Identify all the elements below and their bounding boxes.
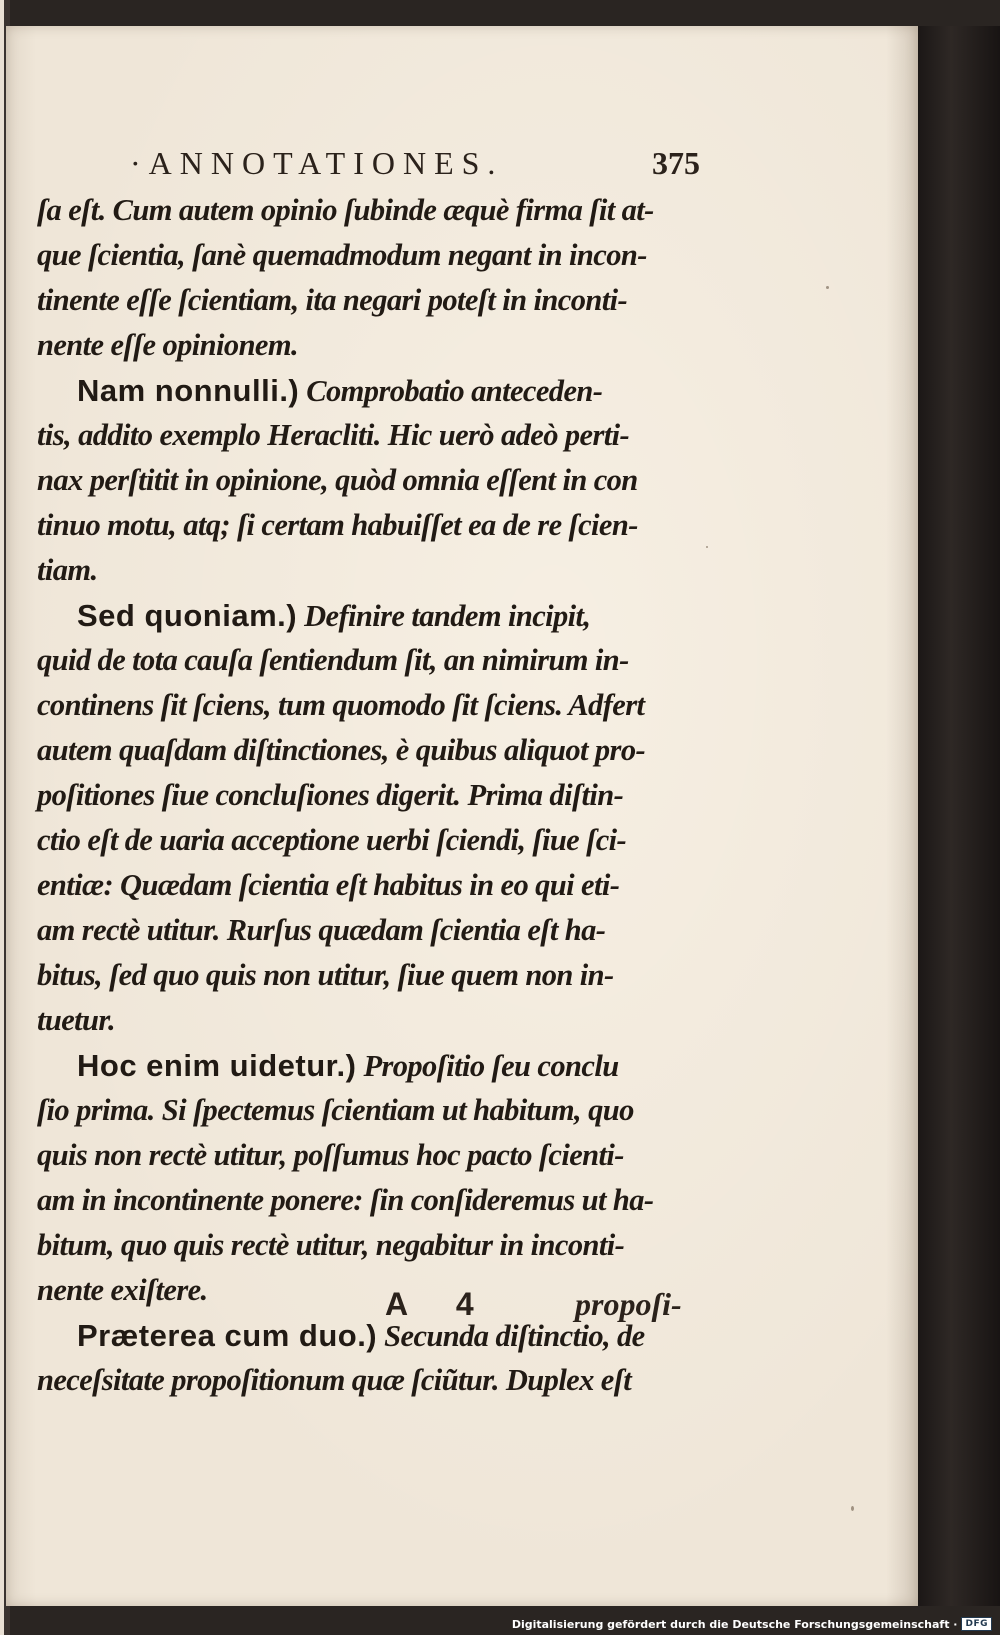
line-text: quis non rectè utitur, poſſumus hoc pacto ſcienti-	[37, 1138, 624, 1172]
line-text: bitus, ſed quo quis non utitur, ſiue quem non in-	[37, 958, 614, 992]
line-text: Definire tandem incipit,	[297, 599, 591, 633]
line-text: am rectè utitur. Rurſus quædam ſcientia eſt ha-	[37, 913, 606, 947]
running-head: ·ANNOTATIONES.	[130, 145, 504, 181]
line-text: que ſcientia, ſanè quemadmodum negant in incon-	[37, 238, 647, 272]
text-line	[37, 503, 702, 548]
text-line	[37, 368, 702, 413]
text-line	[37, 188, 702, 233]
text-line	[37, 323, 702, 368]
line-text: tinuo motu, atq; ſi certam habuiſſet ea de re ſcien-	[37, 508, 638, 542]
line-text: nente exiſtere.	[37, 1273, 208, 1307]
text-line	[37, 953, 702, 998]
line-text: am in incontinente ponere: ſin conſideremus ut ha-	[37, 1183, 654, 1217]
binding-gutter	[918, 26, 1000, 1606]
line-text: ſio prima. Si ſpectemus ſcientiam ut habitum, quo	[37, 1093, 634, 1127]
paper-speck	[826, 286, 829, 289]
line-text: Comprobatio anteceden-	[299, 374, 603, 408]
text-line	[37, 593, 702, 638]
credit-text: Digitalisierung gefördert durch die Deutsche Forschungsgemeinschaft ·	[511, 1617, 958, 1631]
text-line	[37, 1043, 702, 1088]
paper-speck	[851, 1506, 854, 1511]
line-text: neceſsitate propoſitionum quæ ſciũtur. Duplex eſt	[37, 1363, 632, 1397]
line-text: Propoſitio ſeu conclu	[356, 1049, 619, 1083]
text-line	[37, 1088, 702, 1133]
text-line	[37, 638, 702, 683]
paper-speck	[706, 546, 708, 548]
line-text: quid de tota cauſa ſentiendum ſit, an nimirum in-	[37, 643, 629, 677]
text-line	[37, 278, 702, 323]
body-text	[37, 188, 702, 1403]
page-number: 375	[652, 145, 700, 181]
line-text: ſa eſt. Cum autem opinio ſubinde æquè firma ſit at-	[37, 193, 654, 227]
line-text: tuetur.	[37, 1003, 116, 1037]
text-line	[37, 233, 702, 278]
line-text: ctio eſt de uaria acceptione uerbi ſciendi, ſiue ſci-	[37, 823, 627, 857]
text-line	[37, 728, 702, 773]
line-text: entiæ: Quædam ſcientia eſt habitus in eo qui eti-	[37, 868, 620, 902]
text-line	[37, 818, 702, 863]
page-header	[130, 145, 700, 185]
line-text: poſitiones ſiue concluſiones digerit. Prima diſtin-	[37, 778, 624, 812]
line-text: nax perſtitit in opinione, quòd omnia eſſent in con	[37, 463, 638, 497]
text-line	[37, 548, 702, 593]
line-text: tis, addito exemplo Heracliti. Hic uerò adeò perti-	[37, 418, 630, 452]
text-line	[37, 908, 702, 953]
text-line	[37, 1223, 702, 1268]
text-line	[37, 1358, 702, 1403]
text-line	[37, 413, 702, 458]
catchword: propoſi-	[575, 1286, 682, 1322]
dfg-logo-icon: DFG	[961, 1617, 992, 1631]
text-line	[37, 1178, 702, 1223]
text-line	[37, 773, 702, 818]
page-footer	[0, 1286, 1000, 1330]
line-text: bitum, quo quis rectè utitur, negabitur in inconti-	[37, 1228, 625, 1262]
line-text: tinente eſſe ſcientiam, ita negari poteſt in inconti-	[37, 283, 628, 317]
line-text: autem quaſdam diſtinctiones, è quibus aliquot pro-	[37, 733, 646, 767]
lemma: Sed quoniam.)	[77, 598, 298, 633]
digitization-credit	[512, 1617, 992, 1631]
line-text: tiam.	[37, 553, 98, 587]
line-text: continens ſit ſciens, tum quomodo ſit ſciens. Adfert	[37, 688, 645, 722]
lemma: Præterea cum duo.)	[77, 1318, 378, 1353]
signature-mark: A 4	[385, 1286, 494, 1322]
text-line	[37, 1133, 702, 1178]
text-line	[37, 683, 702, 728]
line-text: Secunda diſtinctio, de	[377, 1319, 645, 1353]
text-line	[37, 458, 702, 503]
lemma: Hoc enim uidetur.)	[77, 1048, 357, 1083]
line-text: nente eſſe opinionem.	[37, 328, 299, 362]
text-line	[37, 998, 702, 1043]
lemma: Nam nonnulli.)	[77, 373, 300, 408]
text-line	[37, 863, 702, 908]
